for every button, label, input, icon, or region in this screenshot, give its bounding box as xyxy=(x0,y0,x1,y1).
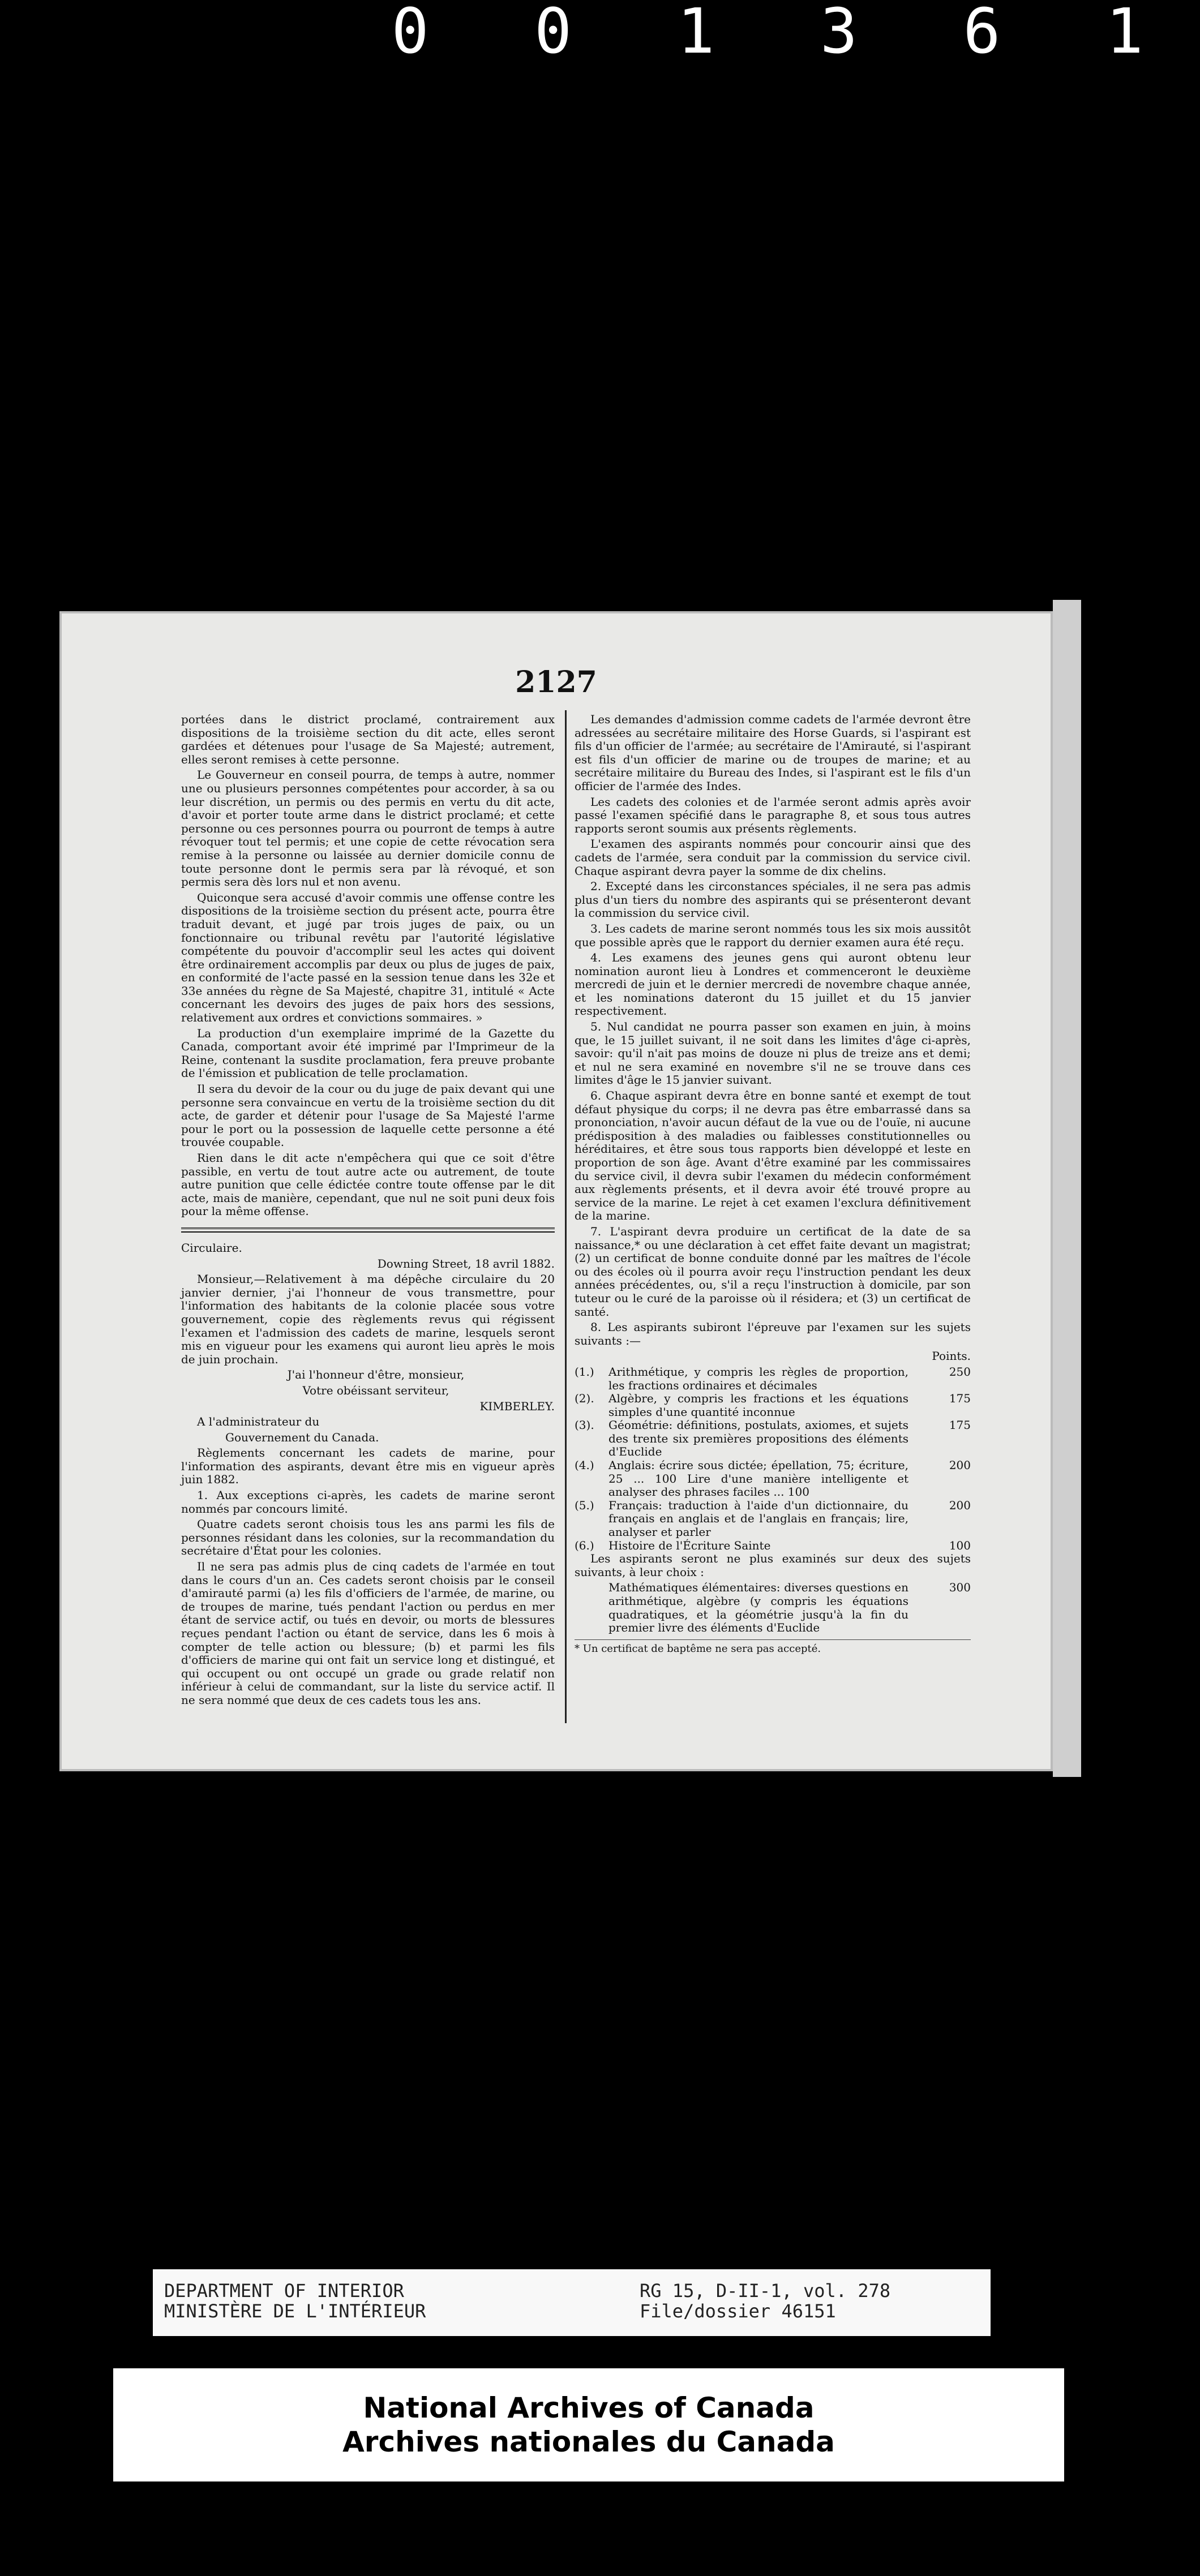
optional-text: Mathématiques élémentaires: diverses questions en arithmétique, algèbre (y compris les équations quadratiques, et la géométrie jusqu'à la fin du premier livre des éléments d'Euclide xyxy=(608,1581,908,1635)
subject-row xyxy=(575,1419,971,1459)
subject-points: 175 xyxy=(949,1418,971,1432)
subject-number: (5.) xyxy=(575,1498,594,1512)
subject-points: 200 xyxy=(949,1458,971,1472)
addressee: A l'administrateur du xyxy=(197,1415,320,1429)
page-edge xyxy=(1053,600,1081,1777)
paragraph: Les demandes d'admission comme cadets de l'armée devront être adressées au secrétaire militaire des Horse Guards, si l'aspirant est fils d'un officier de l'armée; au secrétaire de l'Amirauté, si l'aspirant est fils d'un officier de marine ou de troupes de marine; et au secrétaire militaire du Bureau des Indes, si l'aspirant est le fils d'un officier de l'armée des Indes. xyxy=(575,712,971,793)
paragraph: 2. Excepté dans les circonstances spéciales, il ne sera pas admis plus d'un tiers du nombre des aspirants qui se présenteront devant la commission du service civil. xyxy=(575,879,971,920)
closing: J'ai l'honneur d'être, monsieur, xyxy=(287,1368,465,1382)
subject-text: Algèbre, y compris les fractions et les équations simples d'une quantité inconnue xyxy=(608,1392,908,1419)
frame-number: 0 0 1 3 6 1 xyxy=(391,0,1177,67)
subject-points: 175 xyxy=(949,1392,971,1406)
paragraph: portées dans le district proclamé, contrairement aux dispositions de la troisième section du dit acte, elles seront gardées et détenues pour l'usage de Sa Majesté; autrement, elles seront remises à cette personne. xyxy=(181,712,555,766)
paragraph: Quiconque sera accusé d'avoir commis une offense contre les dispositions de la troisième section du présent acte, pourra être traduit devant, et jugé par trois juges de paix, ou un fonctionnaire ou tribunal revêtu par l'autorité législative compétente du pouvoir d'accomplir seul les actes qui doivent être ordinairement accomplis par deux ou plus de juges de paix, en conformité de l'acte passé en la session tenue dans les 32e et 33e années du règne de Sa Majesté, chapitre 31, intitulé « Acte concernant les devoirs des juges de paix hors des sessions, relativement aux ordres et convictions sommaires. » xyxy=(181,890,555,1025)
rule: Il ne sera pas admis plus de cinq cadets de l'armée en tout dans le cours d'un an. Ces cadets seront choisis par le conseil d'amirauté parmi (a) les fils d'officiers de l'armée, de marine, ou de troupes de marine, tués pendant l'action ou perdus en mer étant de service actif, ou tués en devoir, ou morts de blessures reçues pendant l'action ou étant de service, dans les 6 mois à compter de telle action ou blessure; (b) et parmi les fils d'officiers de marine qui ont fait un service long et distingué, et qui occupent ou ont occupé un grade ou grade relatif non inférieur à celui de commandant, sur la liste du service actif. Il ne sera nommé que deux de ces cadets tous les ans. xyxy=(181,1560,555,1707)
left-column xyxy=(181,713,555,1710)
addressee-2: Gouvernement du Canada. xyxy=(225,1430,379,1444)
paragraph: Le Gouverneur en conseil pourra, de temps à autre, nommer une ou plusieurs personnes compétentes pour accorder, à sa ou leur discrétion, un permis ou des permis en vertu du dit acte, d'avoir et porter toute arme dans le district proclamé; et cette personne ou ces personnes pourra ou pourront de temps à autre révoquer tout tel permis; et une copie de cette révocation sera remise à la personne ou laissée au dernier domicile connu de toute personne dont le permis sera par là révoqué, et son permis sera dès lors nul et non avenu. xyxy=(181,768,555,889)
footnote: * Un certificat de baptême ne sera pas accepté. xyxy=(575,1639,971,1656)
subject-text: Arithmétique, y compris les règles de proportion, les fractions ordinaires et décimales xyxy=(608,1364,908,1392)
page-number: 2127 xyxy=(515,665,597,699)
subject-row xyxy=(575,1459,971,1499)
paragraph: 4. Les examens des jeunes gens qui auront obtenu leur nomination auront lieu à Londres et commenceront le deuxième mercredi de juin et le dernier mercredi de novembre chaque année, et les nominations dateront du 15 juillet et du 15 janvier respectivement. xyxy=(575,951,971,1018)
optional-table xyxy=(575,1581,971,1634)
file-number: File/dossier 46151 xyxy=(640,2300,836,2322)
paragraph: La production d'un exemplaire imprimé de la Gazette du Canada, comportant avoir été imprimé par l'Imprimeur de la Reine, contenant la susdite proclamation, fera preuve probante de l'émission et publication de telle proclamation. xyxy=(181,1026,555,1080)
archive-name-fr: Archives nationales du Canada xyxy=(342,2425,835,2458)
paragraph: 7. L'aspirant devra produire un certificat de la date de sa naissance,* ou une déclaration à cet effet faite devant un magistrat; (2) un certificat de bonne conduite donné par les maîtres de l'école ou des écoles où il pourra avoir reçu l'instruction pendant les deux années précédentes, ou, s'il a reçu l'instruction à domicile, par son tuteur ou le curé de la paroisse où il résidera; et (3) un certificat de santé. xyxy=(575,1224,971,1319)
subject-row xyxy=(575,1581,971,1634)
optional-intro: Les aspirants seront ne plus examinés sur deux des sujets suivants, à leur choix : xyxy=(575,1552,971,1579)
subject-points: 200 xyxy=(949,1498,971,1512)
paragraph: 6. Chaque aspirant devra être en bonne santé et exempt de tout défaut physique du corps; il ne devra pas être embarrassé dans sa prononciation, n'avoir aucun défaut de la vue ou de l'ouïe, ni aucune prédisposition à des maladies ou faiblesses constitutionnelles ou héréditaires, et être sous tous rapports bien développé et leste en proportion de son âge. Avant d'être examiné par les commissaires du service civil, il devra subir l'examen du médecin conformément aux règlements présents, et il devra avoir été trouvé propre au service de la marine. Le rejet à cet examen l'exclura définitivement de la marine. xyxy=(575,1089,971,1223)
document-page xyxy=(59,611,1053,1771)
paragraph: Rien dans le dit acte n'empêchera qui que ce soit d'être passible, en vertu de tout autre acte ou autrement, de toute autre punition que celle édictée contre toute offense par le dit acte, mais de manière, cependant, que nul ne soit puni deux fois pour la même offense. xyxy=(181,1151,555,1218)
subject-row xyxy=(575,1366,971,1392)
paragraph: 8. Les aspirants subiront l'épreuve par l'examen sur les sujets suivants :— xyxy=(575,1320,971,1347)
paragraph: 5. Nul candidat ne pourra passer son examen en juin, à moins que, le 15 juillet suivant, il ne soit dans les limites d'âge ci-après, savoir: qu'il n'ait pas moins de douze ni plus de treize ans et demi; et nul ne sera examiné en novembre s'il ne se trouve dans ces limites d'âge le 15 janvier suivant. xyxy=(575,1020,971,1087)
section-rule xyxy=(181,1227,555,1233)
subject-number: (2). xyxy=(575,1392,594,1406)
subject-text: Géométrie: définitions, postulats, axiomes, et sujets des trente six premières propositions des éléments d'Euclide xyxy=(608,1418,908,1459)
subjects-table xyxy=(575,1366,971,1552)
subject-number: (3). xyxy=(575,1418,594,1432)
subject-text: Anglais: écrire sous dictée; épellation, 75; écriture, 25 ... 100 Lire d'une manière intelligente et analyser des phrases faciles ... 100 xyxy=(608,1458,908,1499)
optional-points: 300 xyxy=(949,1581,971,1595)
regulations-intro: Règlements concernant les cadets de marine, pour l'information des aspirants, devant être mis en vigueur après juin 1882. xyxy=(181,1446,555,1487)
archive-banner xyxy=(113,2368,1064,2481)
subject-row xyxy=(575,1499,971,1539)
subject-row xyxy=(575,1392,971,1419)
reference-number: RG 15, D-II-1, vol. 278 xyxy=(640,2280,891,2302)
paragraph: 3. Les cadets de marine seront nommés tous les six mois aussitôt que possible après que le rapport du dernier examen aura été reçu. xyxy=(575,921,971,949)
subject-text: Histoire de l'Écriture Sainte xyxy=(608,1538,771,1552)
letter-body: Monsieur,—Relativement à ma dépêche circulaire du 20 janvier dernier, j'ai l'honneur de vous transmettre, pour l'information des habitants de la colonie placée sous votre gouvernement, copie des règlements revus qui régissent l'examen et l'admission des cadets de marine, lesquels seront mis en vigueur pour les examens qui auront lieu après le mois de juin prochain. xyxy=(181,1272,555,1366)
subject-number: (4.) xyxy=(575,1458,594,1472)
paragraph: Les cadets des colonies et de l'armée seront admis après avoir passé l'examen spécifié dans le paragraphe 8, et sous tous autres rapports seront soumis aux présents règlements. xyxy=(575,795,971,835)
signature: KIMBERLEY. xyxy=(479,1399,555,1413)
right-column xyxy=(575,713,971,1655)
department-fr: MINISTÈRE DE L'INTÉRIEUR xyxy=(164,2300,426,2322)
subject-text: Français: traduction à l'aide d'un dictionnaire, du français en anglais et de l'anglais en français; lire, analyser et parler xyxy=(608,1498,908,1539)
subject-number: (1.) xyxy=(575,1364,594,1379)
column-divider xyxy=(565,710,567,1723)
archive-name-en: National Archives of Canada xyxy=(363,2392,815,2424)
archive-reference-label xyxy=(153,2269,991,2336)
circular-label: Circulaire. xyxy=(181,1240,242,1255)
subject-points: 100 xyxy=(949,1538,971,1552)
circular-date: Downing Street, 18 avril 1882. xyxy=(377,1256,555,1270)
department-en: DEPARTMENT OF INTERIOR xyxy=(164,2280,404,2302)
closing-2: Votre obéissant serviteur, xyxy=(302,1383,449,1397)
paragraph: Il sera du devoir de la cour ou du juge de paix devant qui une personne sera convaincue en vertu de la troisième section du dit acte, de garder et détenir pour l'usage de Sa Majesté l'arme pour le port ou la possession de laquelle cette personne a été trouvée coupable. xyxy=(181,1082,555,1149)
subject-points: 250 xyxy=(949,1364,971,1379)
paragraph: L'examen des aspirants nommés pour concourir ainsi que des cadets de l'armée, sera conduit par la commission du service civil. Chaque aspirant devra payer la somme de dix chelins. xyxy=(575,837,971,878)
subject-row xyxy=(575,1539,971,1553)
subject-number: (6.) xyxy=(575,1538,594,1552)
rule: Quatre cadets seront choisis tous les ans parmi les fils de personnes résidant dans les colonies, sur la recommandation du secrétaire d'État pour les colonies. xyxy=(181,1517,555,1558)
rule: 1. Aux exceptions ci-après, les cadets de marine seront nommés par concours limité. xyxy=(181,1488,555,1515)
points-header: Points. xyxy=(932,1349,971,1363)
